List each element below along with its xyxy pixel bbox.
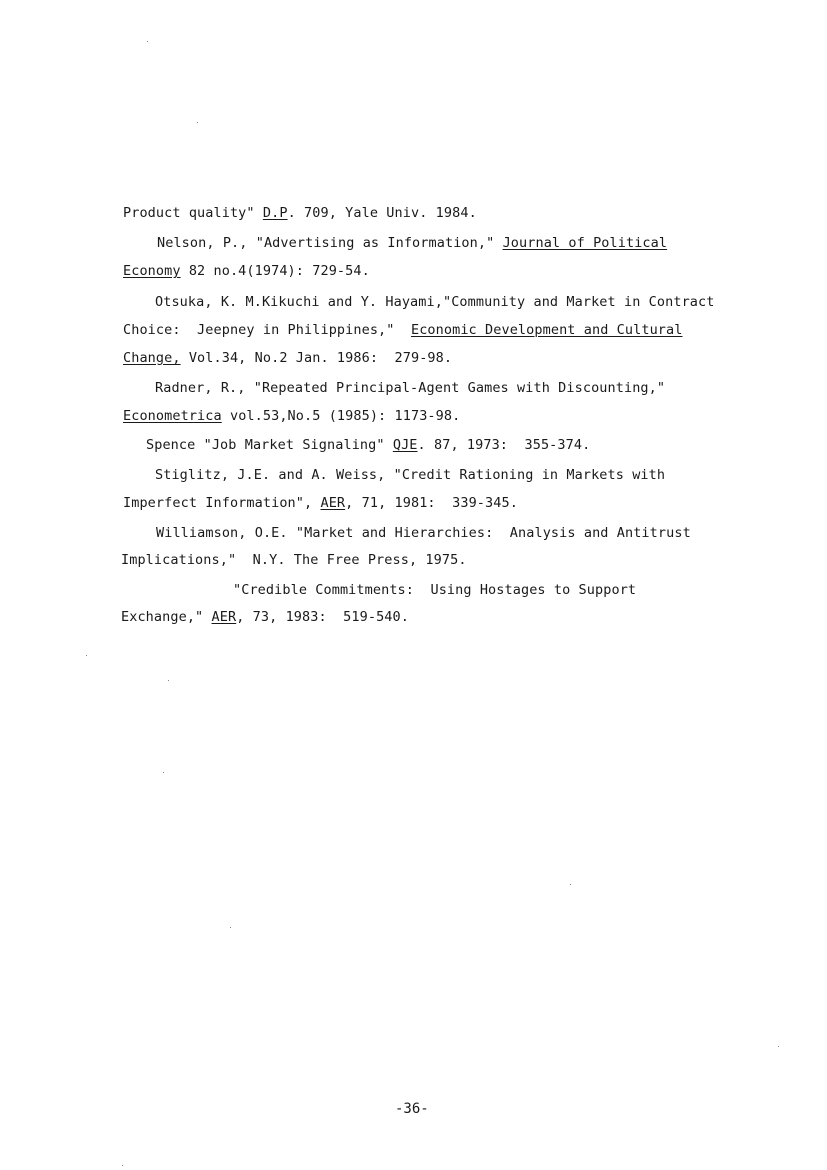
ref-line-12 [156, 524, 691, 542]
scan-speck [570, 884, 571, 885]
reference-text: Product quality" [123, 205, 263, 221]
scan-speck [778, 1046, 779, 1047]
ref-line-5 [123, 321, 682, 339]
scan-speck [197, 122, 198, 123]
ref-line-11 [123, 494, 518, 512]
underlined-title: Journal of Political [502, 235, 668, 251]
ref-line-9 [146, 436, 590, 454]
ref-line-13 [121, 551, 467, 569]
page-number: -36- [395, 1101, 429, 1117]
underlined-title: Economic Development and Cultural [410, 322, 683, 338]
reference-text: 82 no.4(1974): 729-54. [180, 263, 370, 279]
reference-text: Vol.34, No.2 Jan. 1986: 279-98. [180, 350, 453, 366]
reference-text: , 71, 1981: 339-345. [345, 495, 518, 511]
ref-line-3 [123, 262, 370, 280]
underlined-title: D.P [262, 205, 288, 221]
ref-line-6 [123, 349, 452, 367]
reference-text: Imperfect Information", [123, 495, 321, 511]
underlined-title: QJE [392, 437, 418, 453]
ref-line-2 [157, 234, 667, 252]
ref-line-1 [123, 204, 477, 222]
underlined-title: AER [320, 495, 346, 511]
ref-line-8 [123, 407, 460, 425]
reference-text: , 73, 1983: 519-540. [236, 609, 409, 625]
reference-text: Choice: Jeepney in Philippines," [123, 322, 411, 338]
reference-text: . 87, 1973: 355-374. [417, 437, 591, 453]
reference-text: vol.53,No.5 (1985): 1173-98. [221, 408, 461, 424]
underlined-title: Economy [123, 263, 181, 279]
ref-line-10 [155, 466, 665, 484]
scan-speck [86, 655, 87, 656]
ref-line-15 [121, 608, 409, 626]
reference-text: Implications," N.Y. The Free Press, 1975. [121, 552, 467, 568]
ref-line-4 [155, 293, 714, 311]
reference-text: . 709, Yale Univ. 1984. [287, 205, 477, 221]
underlined-title: Change, [123, 350, 181, 366]
reference-text: Spence "Job Market Signaling" [146, 437, 393, 453]
ref-line-7 [155, 379, 665, 397]
scan-speck [122, 1165, 123, 1166]
scan-speck [230, 927, 231, 928]
ref-line-14 [233, 581, 636, 599]
reference-text: Williamson, O.E. "Market and Hierarchies: Analysis and Antitrust [156, 525, 691, 541]
reference-text: Stiglitz, J.E. and A. Weiss, "Credit Rationing in Markets with [155, 467, 666, 483]
reference-text: Exchange," [121, 609, 212, 625]
reference-text: Nelson, P., "Advertising as Information," [157, 235, 503, 251]
scan-speck [147, 41, 148, 42]
reference-text: Otsuka, K. M.Kikuchi and Y. Hayami,"Community and Market in Contract [155, 294, 715, 310]
underlined-title: AER [211, 609, 237, 625]
reference-text: Radner, R., "Repeated Principal-Agent Games with Discounting," [155, 380, 666, 396]
scan-speck [168, 680, 169, 681]
scan-speck [163, 772, 164, 773]
reference-text: "Credible Commitments: Using Hostages to Support [233, 582, 637, 598]
underlined-title: Econometrica [123, 408, 222, 424]
